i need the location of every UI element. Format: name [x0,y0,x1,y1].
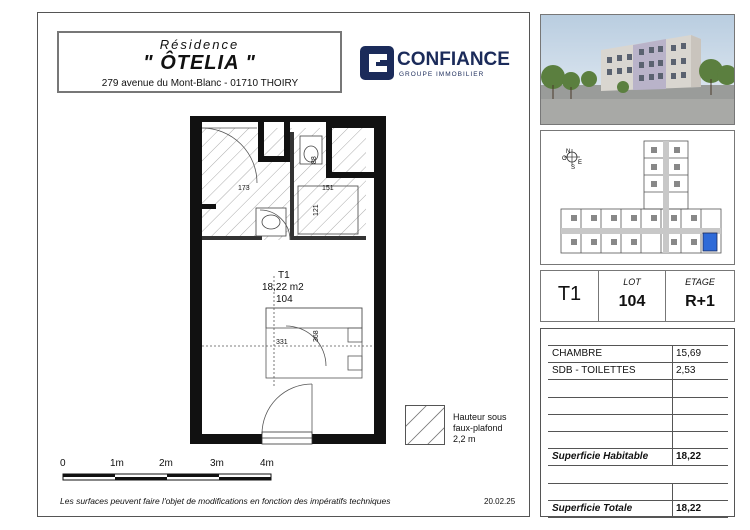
confiance-logo [360,44,520,84]
legend-line-2: faux-plafond [453,423,503,433]
scale-bar [60,458,290,488]
compass-e: E [578,160,583,166]
total-value: 18,22 [676,502,702,514]
etage-header: ETAGE [685,277,715,287]
table-row [548,363,728,380]
residence-name: " ÔTELIA " [143,52,256,74]
table-row-empty [548,398,728,415]
false-ceiling-swatch [405,405,445,445]
building-illustration [541,15,735,125]
surfaces-table [548,345,728,518]
key-plan-drawing [541,131,736,266]
room-label: T1 [278,270,290,281]
scale-bar-graphic [60,472,290,486]
table-row-empty [548,483,728,501]
etage-cell [666,271,734,321]
dim-331: 331 [276,339,288,346]
logo-subtitle: GROUPE IMMOBILIER [399,71,485,78]
etage-value: R+1 [685,293,715,310]
scale-label-3: 3m [210,458,224,469]
habitable-label: Superficie Habitable [552,451,649,463]
table-row-empty [548,466,728,482]
habitable-value: 18,22 [676,451,702,463]
table-row-empty [548,380,728,397]
logo-name: CONFIANCE [397,49,510,70]
row-value: 2,53 [676,365,696,377]
scale-label-0: 0 [60,458,66,469]
compass-s: S [571,165,576,171]
key-plan [540,130,735,265]
legend-line-1: Hauteur sous [453,412,507,422]
lot-value: 104 [618,293,646,310]
false-ceiling-legend [453,412,507,445]
lot-info-box [540,270,735,322]
disclaimer-text: Les surfaces peuvent faire l'objet de modifications en fonction des impératifs techniques [60,496,391,506]
row-label: SDB - TOILETTES [552,365,636,377]
lot-highlight [703,233,717,251]
table-row-empty [548,432,728,449]
dim-151: 151 [322,185,334,192]
room-lot: 104 [276,294,293,305]
row-label: CHAMBRE [552,348,603,359]
plan-date: 20.02.25 [484,497,516,506]
scale-label-1: 1m [110,458,124,469]
confiance-logo-icon [360,46,394,80]
dim-121: 121 [313,204,320,216]
floor-plan [190,116,390,452]
room-area: 18,22 m2 [262,282,304,293]
dim-88: 88 [311,156,318,164]
compass-rose [562,149,582,171]
type-cell [541,271,599,321]
total-label: Superficie Totale [552,502,633,514]
lot-cell [599,271,666,321]
dim-173: 173 [238,185,250,192]
table-row [548,346,728,363]
residence-label: Résidence [159,37,240,52]
building-photo [540,14,735,125]
compass-w: O [562,156,567,162]
total-row [548,501,728,518]
scale-label-2: 2m [159,458,173,469]
type-label: T1 [557,283,582,305]
legend-line-3: 2,2 m [453,434,476,444]
table-row-empty [548,415,728,432]
scale-label-4: 4m [260,458,274,469]
lot-header: LOT [623,277,641,287]
habitable-row [548,449,728,466]
residence-address: 279 avenue du Mont-Blanc - 01710 THOIRY [101,78,299,89]
dim-368: 368 [313,330,320,342]
compass-n: N [566,149,571,155]
row-value: 15,69 [676,348,702,359]
